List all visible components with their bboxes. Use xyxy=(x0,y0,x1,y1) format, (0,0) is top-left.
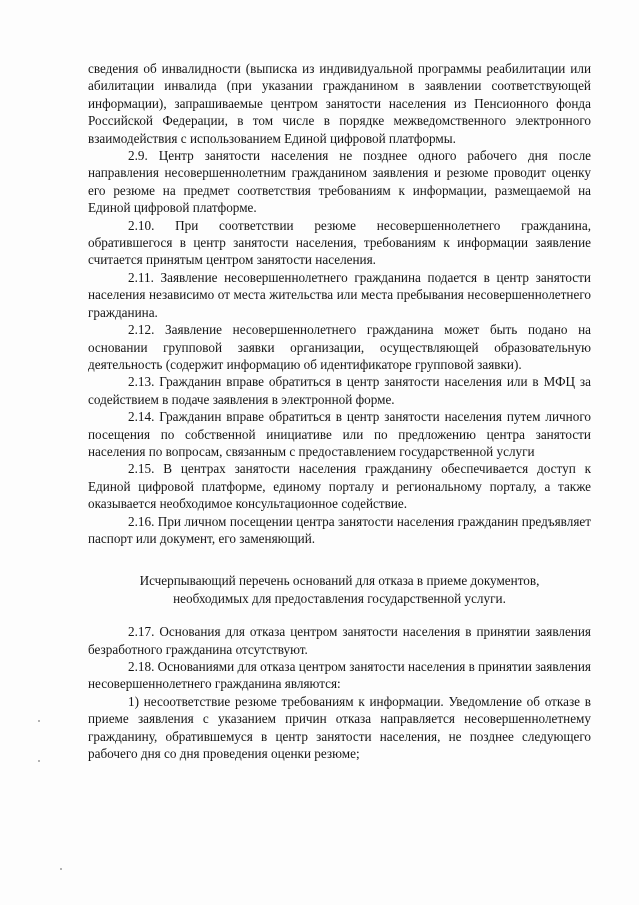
paragraph-2-11: 2.11. Заявление несовершеннолетнего гражданина подается в центр занятости населения независимо от места жительства или места пребывания несовершеннолетнего гражданина. xyxy=(88,269,591,320)
paragraph-2-10: 2.10. При соответствии резюме несовершеннолетнего гражданина, обратившегося в центр занятости населения, требованиям к информации заявление считается принятым центром занятости населения. xyxy=(88,217,591,268)
heading-line: Исчерпывающий перечень оснований для отказа в приеме документов, xyxy=(139,573,540,589)
section-heading xyxy=(88,572,591,607)
scan-speck xyxy=(60,868,62,870)
paragraph-2-13: 2.13. Гражданин вправе обратиться в центр занятости населения или в МФЦ за содействием в подаче заявления в электронной форме. xyxy=(88,374,591,407)
paragraph-2-14: 2.14. Гражданин вправе обратиться в центр занятости населения путем личного посещения по собственной инициативе или по предложению центра занятости населения по вопросам, связанным с предоставлением государственной услуги xyxy=(88,409,591,459)
scan-speck xyxy=(38,760,40,762)
paragraph-2-16: 2.16. При личном посещении центра занятости населения гражданин предъявляет паспорт или документ, его заменяющий. xyxy=(88,513,591,546)
paragraph-2-18-1: 1) несоответствие резюме требованиям к информации. Уведомление об отказе в приеме заявления с указанием причин отказа направляется несовершеннолетнему гражданину, обратившемуся в центр занятости населения, не позднее следующего рабочего дня со дня проведения оценки резюме; xyxy=(88,693,591,762)
paragraph-2-15: 2.15. В центрах занятости населения гражданину обеспечивается доступ к Единой цифровой платформе, единому порталу и региональному порталу, а также оказывается необходимое консультационное содействие. xyxy=(88,461,591,512)
paragraph-2-17: 2.17. Основания для отказа центром занятости населения в принятии заявления безработного гражданина отсутствуют. xyxy=(88,624,591,657)
paragraph-2-12: 2.12. Заявление несовершеннолетнего гражданина может быть подано на основании групповой заявки организации, осуществляющей образовательную деятельность (содержит информацию об идентификаторе групповой заявки). xyxy=(88,322,591,372)
paragraph-2-9: 2.9. Центр занятости населения не позднее одного рабочего дня после направления несовершеннолетним гражданином заявления и резюме проводит оценку его резюме на предмет соответствия требованиям к информации, размещаемой на Единой цифровой платформе. xyxy=(88,148,591,216)
paragraphs-bottom xyxy=(88,623,591,762)
heading-line: необходимых для предоставления государственной услуги. xyxy=(173,590,506,606)
paragraph-2-18: 2.18. Основаниями для отказа центром занятости населения в принятии заявления несовершеннолетнего гражданина являются: xyxy=(88,659,591,692)
scan-speck xyxy=(38,720,40,722)
document-body xyxy=(88,60,591,762)
paragraph-intro: сведения об инвалидности (выписка из индивидуальной программы реабилитации или абилитации инвалида (при указании гражданином в заявлении соответствующей информации), запрашиваемые центром занятости населения из Пенсионного фонда Российской Федерации, в том числе в порядке межведомственного электронного взаимодействия с использованием Единой цифровой платформы. xyxy=(88,61,591,146)
paragraphs-top xyxy=(88,60,591,547)
